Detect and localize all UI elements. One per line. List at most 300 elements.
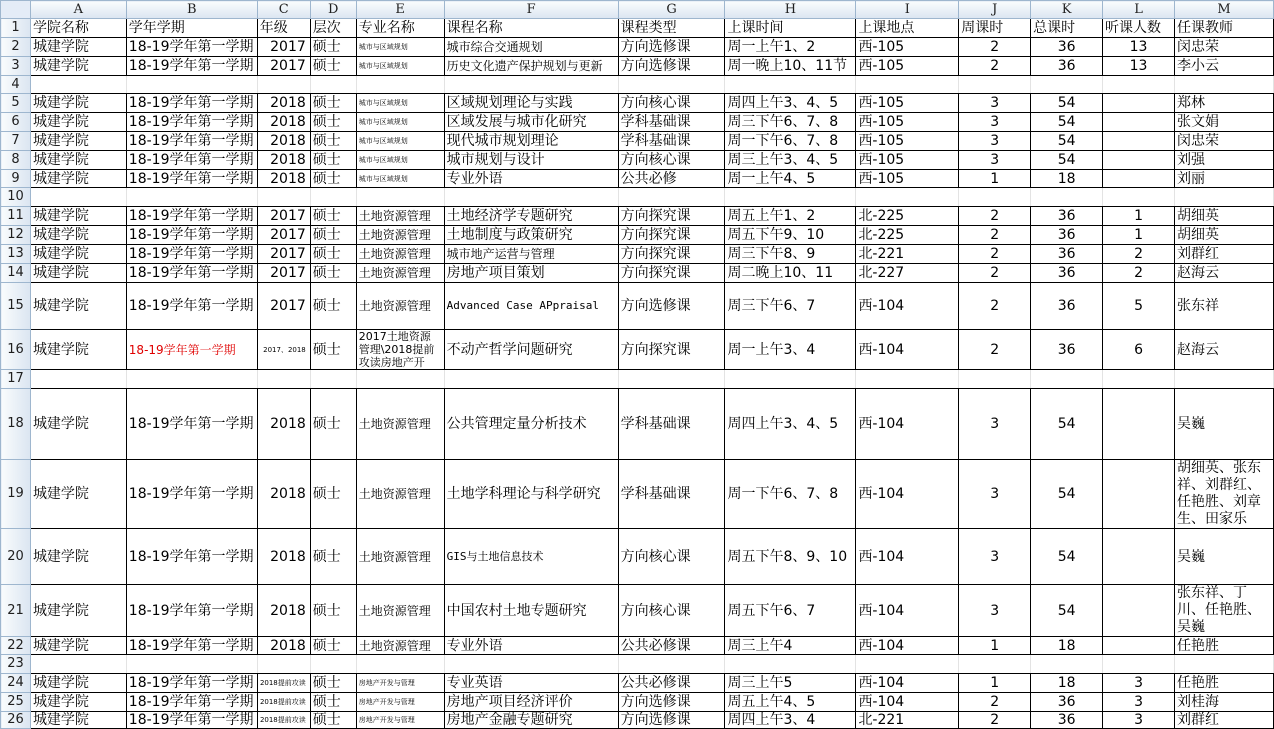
cell-audience[interactable]: 1 — [1103, 207, 1175, 226]
cell-audience[interactable]: 2 — [1103, 264, 1175, 283]
cell-term[interactable]: 18-19学年第一学期 — [126, 207, 257, 226]
row-header[interactable]: 1 — [1, 19, 31, 38]
cell-location[interactable]: 北-221 — [856, 245, 959, 264]
cell-weekly-hours[interactable] — [959, 655, 1031, 674]
cell-total-hours[interactable]: 54 — [1031, 113, 1103, 132]
cell-teacher[interactable]: 胡细英 — [1175, 226, 1274, 245]
cell-college[interactable]: 城建学院 — [30, 585, 126, 637]
cell-level[interactable]: 硕士 — [310, 245, 356, 264]
cell-audience[interactable] — [1103, 113, 1175, 132]
cell-time[interactable]: 周四上午3、4 — [725, 712, 856, 729]
cell-audience[interactable] — [1103, 151, 1175, 170]
cell-weekly-hours[interactable]: 3 — [959, 529, 1031, 585]
cell-weekly-hours[interactable]: 3 — [959, 94, 1031, 113]
cell-location[interactable] — [856, 655, 959, 674]
cell-major[interactable] — [356, 370, 444, 389]
cell-course[interactable] — [444, 76, 618, 94]
cell-audience[interactable]: 3 — [1103, 693, 1175, 712]
cell-location[interactable] — [856, 76, 959, 94]
cell-total-hours[interactable]: 54 — [1031, 460, 1103, 529]
cell-weekly-hours[interactable]: 1 — [959, 170, 1031, 188]
cell-location[interactable]: 西-105 — [856, 38, 959, 57]
cell-teacher[interactable]: 任课教师 — [1175, 19, 1274, 38]
cell-grade[interactable]: 2018 — [257, 389, 310, 460]
cell-course-type[interactable]: 方向选修课 — [618, 283, 725, 330]
cell-term[interactable]: 18-19学年第一学期 — [126, 57, 257, 76]
cell-grade[interactable] — [257, 188, 310, 207]
cell-term[interactable]: 18-19学年第一学期 — [126, 330, 257, 370]
cell-level[interactable]: 硕士 — [310, 207, 356, 226]
cell-location[interactable]: 西-104 — [856, 283, 959, 330]
cell-time[interactable]: 周一下午6、7、8 — [725, 132, 856, 151]
cell-course[interactable]: 现代城市规划理论 — [444, 132, 618, 151]
column-header-a[interactable]: A — [30, 1, 126, 19]
cell-weekly-hours[interactable]: 1 — [959, 674, 1031, 693]
cell-term[interactable] — [126, 370, 257, 389]
row-header[interactable]: 21 — [1, 585, 31, 637]
column-header-l[interactable]: L — [1103, 1, 1175, 19]
cell-total-hours[interactable] — [1031, 370, 1103, 389]
cell-course[interactable]: 房地产项目经济评价 — [444, 693, 618, 712]
cell-time[interactable]: 周三下午8、9 — [725, 245, 856, 264]
cell-course[interactable]: 房地产金融专题研究 — [444, 712, 618, 729]
cell-term[interactable]: 学年学期 — [126, 19, 257, 38]
cell-grade[interactable]: 2018提前攻读 — [257, 674, 310, 693]
cell-course[interactable]: 公共管理定量分析技术 — [444, 389, 618, 460]
cell-time[interactable]: 周一晚上10、11节 — [725, 57, 856, 76]
cell-time[interactable]: 周一上午1、2 — [725, 38, 856, 57]
cell-audience[interactable] — [1103, 188, 1175, 207]
cell-course[interactable]: 城市地产运营与管理 — [444, 245, 618, 264]
column-header-d[interactable]: D — [310, 1, 356, 19]
cell-level[interactable]: 层次 — [310, 19, 356, 38]
cell-weekly-hours[interactable]: 3 — [959, 151, 1031, 170]
cell-major[interactable] — [356, 76, 444, 94]
cell-course-type[interactable]: 方向选修课 — [618, 57, 725, 76]
cell-level[interactable] — [310, 188, 356, 207]
cell-grade[interactable] — [257, 76, 310, 94]
cell-teacher[interactable]: 任艳胜 — [1175, 674, 1274, 693]
cell-term[interactable]: 18-19学年第一学期 — [126, 674, 257, 693]
cell-major[interactable]: 土地资源管理 — [356, 226, 444, 245]
cell-location[interactable]: 西-104 — [856, 389, 959, 460]
row-header[interactable]: 25 — [1, 693, 31, 712]
cell-grade[interactable]: 年级 — [257, 19, 310, 38]
cell-teacher[interactable] — [1175, 370, 1274, 389]
cell-teacher[interactable]: 李小云 — [1175, 57, 1274, 76]
cell-time[interactable]: 周五下午8、9、10 — [725, 529, 856, 585]
cell-grade[interactable]: 2018 — [257, 132, 310, 151]
cell-major[interactable]: 土地资源管理 — [356, 264, 444, 283]
cell-major[interactable]: 房地产开发与管理 — [356, 693, 444, 712]
cell-grade[interactable]: 2018 — [257, 170, 310, 188]
row-header[interactable]: 11 — [1, 207, 31, 226]
cell-time[interactable]: 周三下午6、7 — [725, 283, 856, 330]
cell-weekly-hours[interactable]: 3 — [959, 460, 1031, 529]
row-header[interactable]: 12 — [1, 226, 31, 245]
cell-level[interactable]: 硕士 — [310, 132, 356, 151]
cell-course[interactable]: 土地学科理论与科学研究 — [444, 460, 618, 529]
cell-course-type[interactable]: 公共必修 — [618, 170, 725, 188]
cell-course[interactable]: 土地经济学专题研究 — [444, 207, 618, 226]
cell-level[interactable]: 硕士 — [310, 460, 356, 529]
cell-teacher[interactable] — [1175, 76, 1274, 94]
cell-major[interactable] — [356, 655, 444, 674]
cell-weekly-hours[interactable]: 3 — [959, 389, 1031, 460]
cell-grade[interactable]: 2018 — [257, 585, 310, 637]
cell-grade[interactable]: 2017 — [257, 283, 310, 330]
cell-course-type[interactable] — [618, 655, 725, 674]
cell-college[interactable]: 城建学院 — [30, 132, 126, 151]
cell-grade[interactable]: 2017 — [257, 57, 310, 76]
cell-grade[interactable]: 2018 — [257, 529, 310, 585]
cell-location[interactable]: 西-104 — [856, 693, 959, 712]
cell-location[interactable]: 西-104 — [856, 460, 959, 529]
column-header-b[interactable]: B — [126, 1, 257, 19]
cell-level[interactable]: 硕士 — [310, 585, 356, 637]
cell-weekly-hours[interactable]: 2 — [959, 264, 1031, 283]
cell-total-hours[interactable]: 36 — [1031, 38, 1103, 57]
cell-weekly-hours[interactable]: 1 — [959, 637, 1031, 655]
cell-time[interactable]: 周四上午3、4、5 — [725, 389, 856, 460]
cell-teacher[interactable]: 闵忠荣 — [1175, 132, 1274, 151]
cell-time[interactable]: 周五下午6、7 — [725, 585, 856, 637]
cell-term[interactable]: 18-19学年第一学期 — [126, 226, 257, 245]
row-header[interactable]: 24 — [1, 674, 31, 693]
select-all-corner[interactable] — [1, 1, 31, 19]
cell-weekly-hours[interactable] — [959, 188, 1031, 207]
cell-time[interactable]: 周五上午4、5 — [725, 693, 856, 712]
row-header[interactable]: 23 — [1, 655, 31, 674]
cell-audience[interactable] — [1103, 585, 1175, 637]
cell-time[interactable] — [725, 655, 856, 674]
cell-location[interactable]: 西-105 — [856, 113, 959, 132]
cell-location[interactable]: 西-105 — [856, 57, 959, 76]
cell-course[interactable]: 区域发展与城市化研究 — [444, 113, 618, 132]
cell-term[interactable]: 18-19学年第一学期 — [126, 529, 257, 585]
cell-location[interactable]: 西-104 — [856, 585, 959, 637]
cell-major[interactable]: 城市与区域规划 — [356, 151, 444, 170]
cell-time[interactable] — [725, 188, 856, 207]
cell-course[interactable] — [444, 655, 618, 674]
row-header[interactable]: 18 — [1, 389, 31, 460]
cell-total-hours[interactable]: 36 — [1031, 712, 1103, 729]
cell-college[interactable]: 城建学院 — [30, 245, 126, 264]
cell-total-hours[interactable]: 36 — [1031, 330, 1103, 370]
column-header-m[interactable]: M — [1175, 1, 1274, 19]
cell-audience[interactable] — [1103, 389, 1175, 460]
cell-audience[interactable] — [1103, 170, 1175, 188]
cell-course-type[interactable]: 公共必修课 — [618, 674, 725, 693]
cell-grade[interactable]: 2017 — [257, 245, 310, 264]
cell-level[interactable] — [310, 370, 356, 389]
cell-total-hours[interactable]: 36 — [1031, 283, 1103, 330]
cell-course-type[interactable]: 课程类型 — [618, 19, 725, 38]
cell-level[interactable]: 硕士 — [310, 38, 356, 57]
column-header-h[interactable]: H — [725, 1, 856, 19]
cell-teacher[interactable]: 胡细英 — [1175, 207, 1274, 226]
cell-weekly-hours[interactable]: 2 — [959, 283, 1031, 330]
cell-major[interactable]: 土地资源管理 — [356, 207, 444, 226]
cell-grade[interactable]: 2018 — [257, 113, 310, 132]
cell-course-type[interactable]: 方向探究课 — [618, 330, 725, 370]
cell-major[interactable]: 专业名称 — [356, 19, 444, 38]
cell-course-type[interactable] — [618, 370, 725, 389]
cell-course[interactable]: 房地产项目策划 — [444, 264, 618, 283]
cell-total-hours[interactable]: 54 — [1031, 94, 1103, 113]
cell-teacher[interactable]: 赵海云 — [1175, 330, 1274, 370]
cell-term[interactable]: 18-19学年第一学期 — [126, 460, 257, 529]
cell-teacher[interactable]: 张文娟 — [1175, 113, 1274, 132]
cell-college[interactable]: 城建学院 — [30, 151, 126, 170]
cell-college[interactable]: 城建学院 — [30, 264, 126, 283]
cell-audience[interactable]: 2 — [1103, 245, 1175, 264]
cell-time[interactable]: 周五下午9、10 — [725, 226, 856, 245]
cell-major[interactable]: 房地产开发与管理 — [356, 712, 444, 729]
cell-level[interactable]: 硕士 — [310, 57, 356, 76]
cell-level[interactable] — [310, 655, 356, 674]
cell-course-type[interactable]: 学科基础课 — [618, 132, 725, 151]
cell-major[interactable]: 土地资源管理 — [356, 529, 444, 585]
cell-course[interactable]: 城市规划与设计 — [444, 151, 618, 170]
cell-weekly-hours[interactable]: 2 — [959, 245, 1031, 264]
cell-course-type[interactable]: 学科基础课 — [618, 460, 725, 529]
cell-audience[interactable] — [1103, 529, 1175, 585]
cell-term[interactable]: 18-19学年第一学期 — [126, 283, 257, 330]
cell-level[interactable]: 硕士 — [310, 389, 356, 460]
cell-college[interactable]: 城建学院 — [30, 637, 126, 655]
cell-total-hours[interactable]: 36 — [1031, 207, 1103, 226]
cell-major[interactable]: 城市与区域规划 — [356, 113, 444, 132]
cell-location[interactable]: 上课地点 — [856, 19, 959, 38]
cell-teacher[interactable]: 刘群红 — [1175, 712, 1274, 729]
cell-audience[interactable]: 3 — [1103, 674, 1175, 693]
cell-location[interactable]: 西-105 — [856, 170, 959, 188]
cell-major[interactable] — [356, 188, 444, 207]
cell-audience[interactable]: 3 — [1103, 712, 1175, 729]
cell-major[interactable]: 土地资源管理 — [356, 245, 444, 264]
cell-grade[interactable]: 2017 — [257, 38, 310, 57]
cell-course[interactable]: 历史文化遗产保护规划与更新 — [444, 57, 618, 76]
cell-course-type[interactable]: 学科基础课 — [618, 389, 725, 460]
cell-teacher[interactable]: 张东祥、丁川、任艳胜、吴巍 — [1175, 585, 1274, 637]
cell-total-hours[interactable] — [1031, 76, 1103, 94]
cell-term[interactable] — [126, 188, 257, 207]
cell-time[interactable]: 周三上午3、4、5 — [725, 151, 856, 170]
cell-location[interactable]: 西-104 — [856, 674, 959, 693]
cell-course-type[interactable]: 方向探究课 — [618, 245, 725, 264]
cell-total-hours[interactable]: 36 — [1031, 264, 1103, 283]
cell-grade[interactable]: 2018 — [257, 94, 310, 113]
cell-major[interactable]: 房地产开发与管理 — [356, 674, 444, 693]
cell-weekly-hours[interactable] — [959, 76, 1031, 94]
cell-course-type[interactable]: 方向核心课 — [618, 94, 725, 113]
cell-time[interactable]: 周一下午6、7、8 — [725, 460, 856, 529]
column-header-i[interactable]: I — [856, 1, 959, 19]
cell-audience[interactable]: 13 — [1103, 38, 1175, 57]
cell-time[interactable]: 周三上午4 — [725, 637, 856, 655]
row-header[interactable]: 10 — [1, 188, 31, 207]
cell-course-type[interactable]: 方向选修课 — [618, 712, 725, 729]
cell-course[interactable]: 土地制度与政策研究 — [444, 226, 618, 245]
cell-college[interactable] — [30, 188, 126, 207]
cell-teacher[interactable]: 闵忠荣 — [1175, 38, 1274, 57]
cell-weekly-hours[interactable]: 2 — [959, 226, 1031, 245]
cell-location[interactable]: 北-225 — [856, 226, 959, 245]
cell-course-type[interactable]: 学科基础课 — [618, 113, 725, 132]
row-header[interactable]: 17 — [1, 370, 31, 389]
cell-time[interactable]: 周五上午1、2 — [725, 207, 856, 226]
cell-teacher[interactable]: 吴巍 — [1175, 529, 1274, 585]
cell-audience[interactable]: 13 — [1103, 57, 1175, 76]
cell-weekly-hours[interactable]: 2 — [959, 693, 1031, 712]
cell-grade[interactable] — [257, 370, 310, 389]
cell-course[interactable]: 中国农村土地专题研究 — [444, 585, 618, 637]
cell-total-hours[interactable]: 54 — [1031, 151, 1103, 170]
cell-major[interactable]: 2017土地资源管理\2018提前攻读房地产开 — [356, 330, 444, 370]
row-header[interactable]: 15 — [1, 283, 31, 330]
cell-total-hours[interactable]: 18 — [1031, 170, 1103, 188]
column-header-k[interactable]: K — [1031, 1, 1103, 19]
column-header-c[interactable]: C — [257, 1, 310, 19]
cell-course-type[interactable]: 方向核心课 — [618, 529, 725, 585]
cell-course[interactable]: 专业外语 — [444, 170, 618, 188]
cell-audience[interactable] — [1103, 94, 1175, 113]
cell-audience[interactable] — [1103, 637, 1175, 655]
cell-major[interactable]: 土地资源管理 — [356, 283, 444, 330]
cell-term[interactable]: 18-19学年第一学期 — [126, 94, 257, 113]
cell-time[interactable]: 周三上午5 — [725, 674, 856, 693]
cell-teacher[interactable]: 赵海云 — [1175, 264, 1274, 283]
cell-level[interactable]: 硕士 — [310, 637, 356, 655]
cell-term[interactable] — [126, 76, 257, 94]
cell-grade[interactable]: 2018 — [257, 151, 310, 170]
cell-total-hours[interactable]: 18 — [1031, 637, 1103, 655]
cell-total-hours[interactable]: 36 — [1031, 693, 1103, 712]
cell-teacher[interactable]: 刘强 — [1175, 151, 1274, 170]
cell-level[interactable]: 硕士 — [310, 113, 356, 132]
cell-level[interactable]: 硕士 — [310, 226, 356, 245]
row-header[interactable]: 2 — [1, 38, 31, 57]
cell-audience[interactable]: 听课人数 — [1103, 19, 1175, 38]
cell-weekly-hours[interactable]: 2 — [959, 712, 1031, 729]
row-header[interactable]: 19 — [1, 460, 31, 529]
cell-term[interactable]: 18-19学年第一学期 — [126, 264, 257, 283]
cell-level[interactable]: 硕士 — [310, 94, 356, 113]
cell-teacher[interactable]: 刘群红 — [1175, 245, 1274, 264]
cell-course-type[interactable]: 方向选修课 — [618, 693, 725, 712]
row-header[interactable]: 16 — [1, 330, 31, 370]
cell-time[interactable]: 上课时间 — [725, 19, 856, 38]
cell-term[interactable]: 18-19学年第一学期 — [126, 170, 257, 188]
cell-major[interactable]: 土地资源管理 — [356, 389, 444, 460]
cell-level[interactable]: 硕士 — [310, 330, 356, 370]
cell-college[interactable] — [30, 76, 126, 94]
cell-grade[interactable]: 2018 — [257, 460, 310, 529]
row-header[interactable]: 26 — [1, 712, 31, 729]
cell-major[interactable]: 城市与区域规划 — [356, 38, 444, 57]
cell-course[interactable]: 课程名称 — [444, 19, 618, 38]
cell-term[interactable]: 18-19学年第一学期 — [126, 245, 257, 264]
cell-college[interactable]: 城建学院 — [30, 94, 126, 113]
cell-total-hours[interactable]: 54 — [1031, 585, 1103, 637]
cell-major[interactable]: 土地资源管理 — [356, 585, 444, 637]
cell-college[interactable]: 城建学院 — [30, 283, 126, 330]
cell-audience[interactable] — [1103, 655, 1175, 674]
cell-weekly-hours[interactable]: 2 — [959, 330, 1031, 370]
cell-location[interactable]: 西-105 — [856, 132, 959, 151]
cell-location[interactable] — [856, 188, 959, 207]
cell-major[interactable]: 土地资源管理 — [356, 637, 444, 655]
cell-college[interactable]: 城建学院 — [30, 389, 126, 460]
cell-term[interactable]: 18-19学年第一学期 — [126, 693, 257, 712]
column-header-j[interactable]: J — [959, 1, 1031, 19]
cell-level[interactable]: 硕士 — [310, 170, 356, 188]
cell-course-type[interactable]: 方向核心课 — [618, 585, 725, 637]
cell-college[interactable]: 城建学院 — [30, 674, 126, 693]
cell-grade[interactable]: 2017 — [257, 264, 310, 283]
cell-audience[interactable]: 1 — [1103, 226, 1175, 245]
cell-course-type[interactable]: 方向探究课 — [618, 207, 725, 226]
cell-course[interactable] — [444, 370, 618, 389]
cell-course[interactable]: 专业外语 — [444, 637, 618, 655]
cell-grade[interactable]: 2018 — [257, 637, 310, 655]
cell-total-hours[interactable] — [1031, 655, 1103, 674]
cell-term[interactable]: 18-19学年第一学期 — [126, 113, 257, 132]
cell-time[interactable] — [725, 370, 856, 389]
cell-term[interactable]: 18-19学年第一学期 — [126, 585, 257, 637]
cell-total-hours[interactable]: 18 — [1031, 674, 1103, 693]
cell-total-hours[interactable]: 总课时 — [1031, 19, 1103, 38]
cell-teacher[interactable]: 任艳胜 — [1175, 637, 1274, 655]
cell-college[interactable]: 城建学院 — [30, 330, 126, 370]
cell-grade[interactable]: 2017、2018 — [257, 330, 310, 370]
cell-location[interactable] — [856, 370, 959, 389]
cell-grade[interactable]: 2017 — [257, 226, 310, 245]
cell-course-type[interactable]: 方向核心课 — [618, 151, 725, 170]
cell-level[interactable]: 硕士 — [310, 283, 356, 330]
row-header[interactable]: 14 — [1, 264, 31, 283]
row-header[interactable]: 13 — [1, 245, 31, 264]
cell-location[interactable]: 北-221 — [856, 712, 959, 729]
cell-location[interactable]: 北-227 — [856, 264, 959, 283]
cell-college[interactable]: 城建学院 — [30, 226, 126, 245]
cell-term[interactable]: 18-19学年第一学期 — [126, 389, 257, 460]
cell-term[interactable]: 18-19学年第一学期 — [126, 38, 257, 57]
cell-course-type[interactable] — [618, 76, 725, 94]
cell-grade[interactable] — [257, 655, 310, 674]
cell-audience[interactable] — [1103, 76, 1175, 94]
cell-time[interactable]: 周四上午3、4、5 — [725, 94, 856, 113]
cell-college[interactable]: 城建学院 — [30, 460, 126, 529]
cell-level[interactable]: 硕士 — [310, 151, 356, 170]
cell-course-type[interactable]: 方向选修课 — [618, 38, 725, 57]
cell-audience[interactable]: 6 — [1103, 330, 1175, 370]
cell-teacher[interactable]: 郑林 — [1175, 94, 1274, 113]
cell-teacher[interactable] — [1175, 188, 1274, 207]
column-header-g[interactable]: G — [618, 1, 725, 19]
cell-course[interactable]: 专业英语 — [444, 674, 618, 693]
cell-college[interactable] — [30, 370, 126, 389]
cell-course[interactable] — [444, 188, 618, 207]
cell-major[interactable]: 城市与区域规划 — [356, 132, 444, 151]
cell-college[interactable]: 城建学院 — [30, 57, 126, 76]
cell-time[interactable]: 周二晚上10、11 — [725, 264, 856, 283]
cell-audience[interactable] — [1103, 460, 1175, 529]
row-header[interactable]: 4 — [1, 76, 31, 94]
cell-major[interactable]: 土地资源管理 — [356, 460, 444, 529]
cell-term[interactable]: 18-19学年第一学期 — [126, 712, 257, 729]
